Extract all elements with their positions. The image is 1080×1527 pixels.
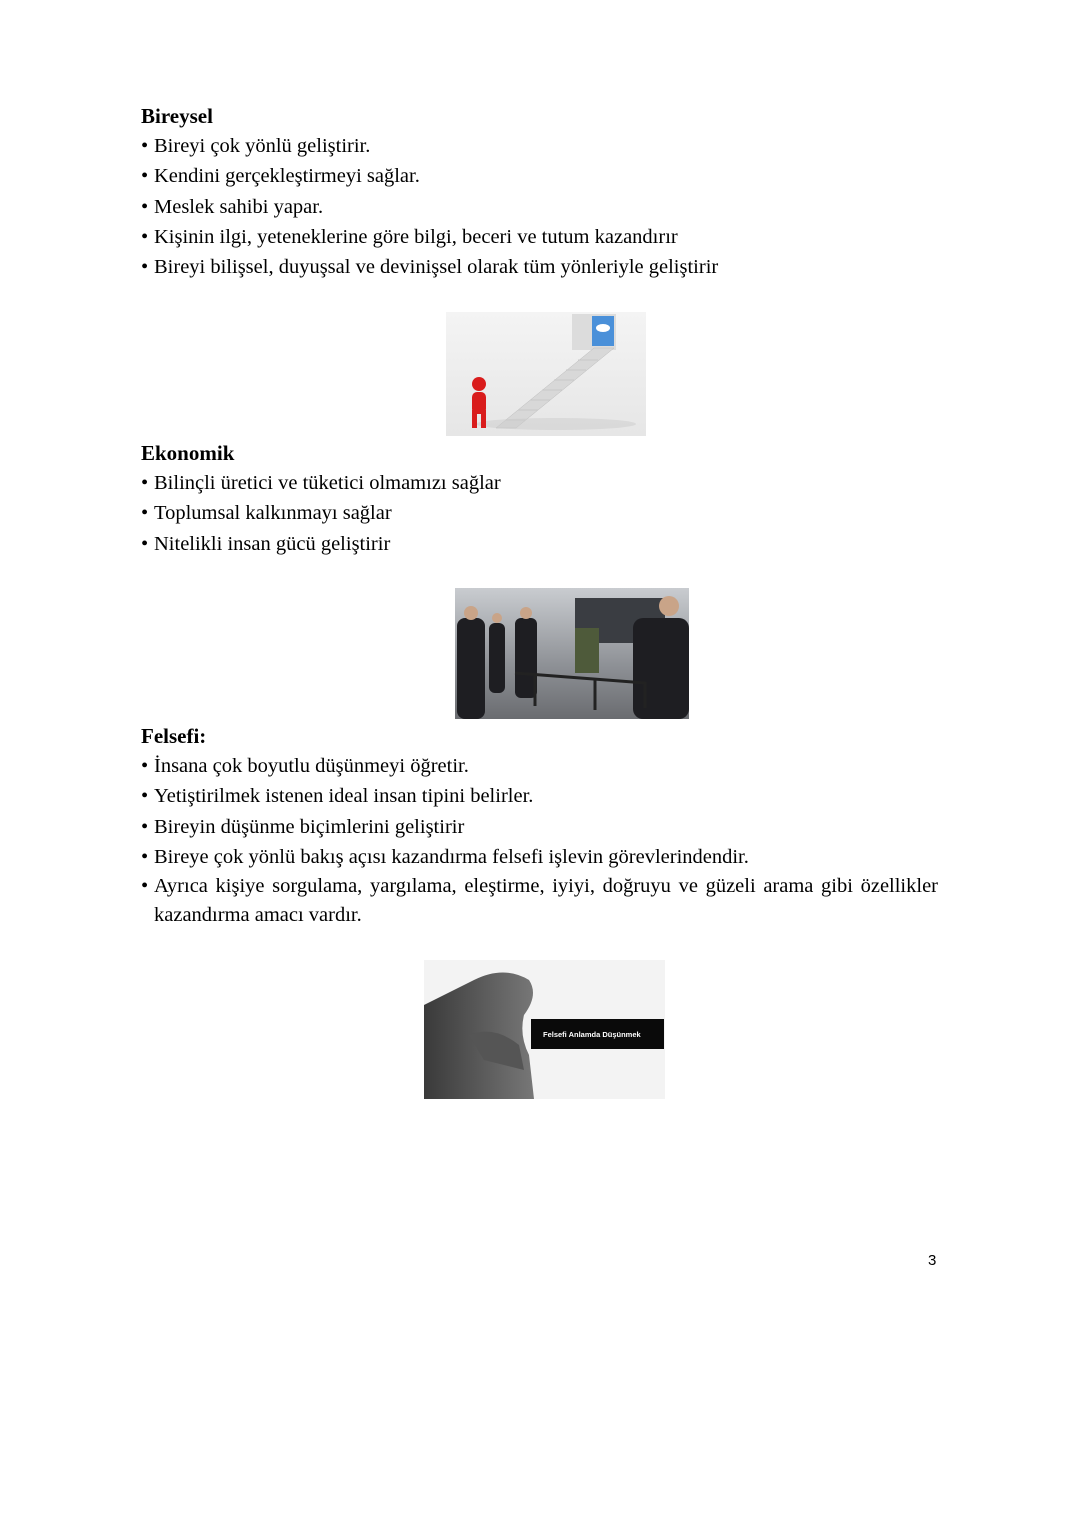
- list-item: • Kendini gerçekleştirmeyi sağlar.: [141, 161, 938, 191]
- section-bireysel: [141, 101, 938, 282]
- workshop-photo: [455, 588, 689, 719]
- list-item: • Kişinin ilgi, yeteneklerine göre bilgi, beceri ve tutum kazandırır: [141, 222, 938, 252]
- list-item: • Meslek sahibi yapar.: [141, 192, 938, 222]
- section-ekonomik: [141, 438, 938, 559]
- list-item: • Bireyi bilişsel, duyuşsal ve devinişsel olarak tüm yönleriyle geliştirir: [141, 252, 938, 282]
- stairs-image: [446, 312, 646, 436]
- list-item: • Bireye çok yönlü bakış açısı kazandırma felsefi işlevin görevlerindendir.: [141, 842, 938, 872]
- list-item: • Nitelikli insan gücü geliştirir: [141, 529, 938, 559]
- list-item: • Yetiştirilmek istenen ideal insan tipini belirler.: [141, 781, 938, 811]
- list-item: • İnsana çok boyutlu düşünmeyi öğretir.: [141, 751, 938, 781]
- list-item: • Ayrıca kişiye sorgulama, yargılama, eleştirme, iyiyi, doğruyu ve güzeli arama gibi özellikler kazandırma amacı vardır.: [141, 872, 938, 930]
- section-title: Ekonomik: [141, 441, 235, 465]
- image-caption: Felsefi Anlamda Düşünmek: [531, 1019, 664, 1049]
- section-felsefi: [141, 721, 938, 930]
- list-item: • Bilinçli üretici ve tüketici olmamızı sağlar: [141, 468, 938, 498]
- thinker-image: [424, 960, 665, 1099]
- list-item: • Bireyi çok yönlü geliştirir.: [141, 131, 938, 161]
- page-number: 3: [928, 1252, 937, 1269]
- section-title: Bireysel: [141, 104, 213, 128]
- list-item: • Toplumsal kalkınmayı sağlar: [141, 498, 938, 528]
- section-title: Felsefi:: [141, 724, 207, 748]
- list-item: • Bireyin düşünme biçimlerini geliştirir: [141, 812, 938, 842]
